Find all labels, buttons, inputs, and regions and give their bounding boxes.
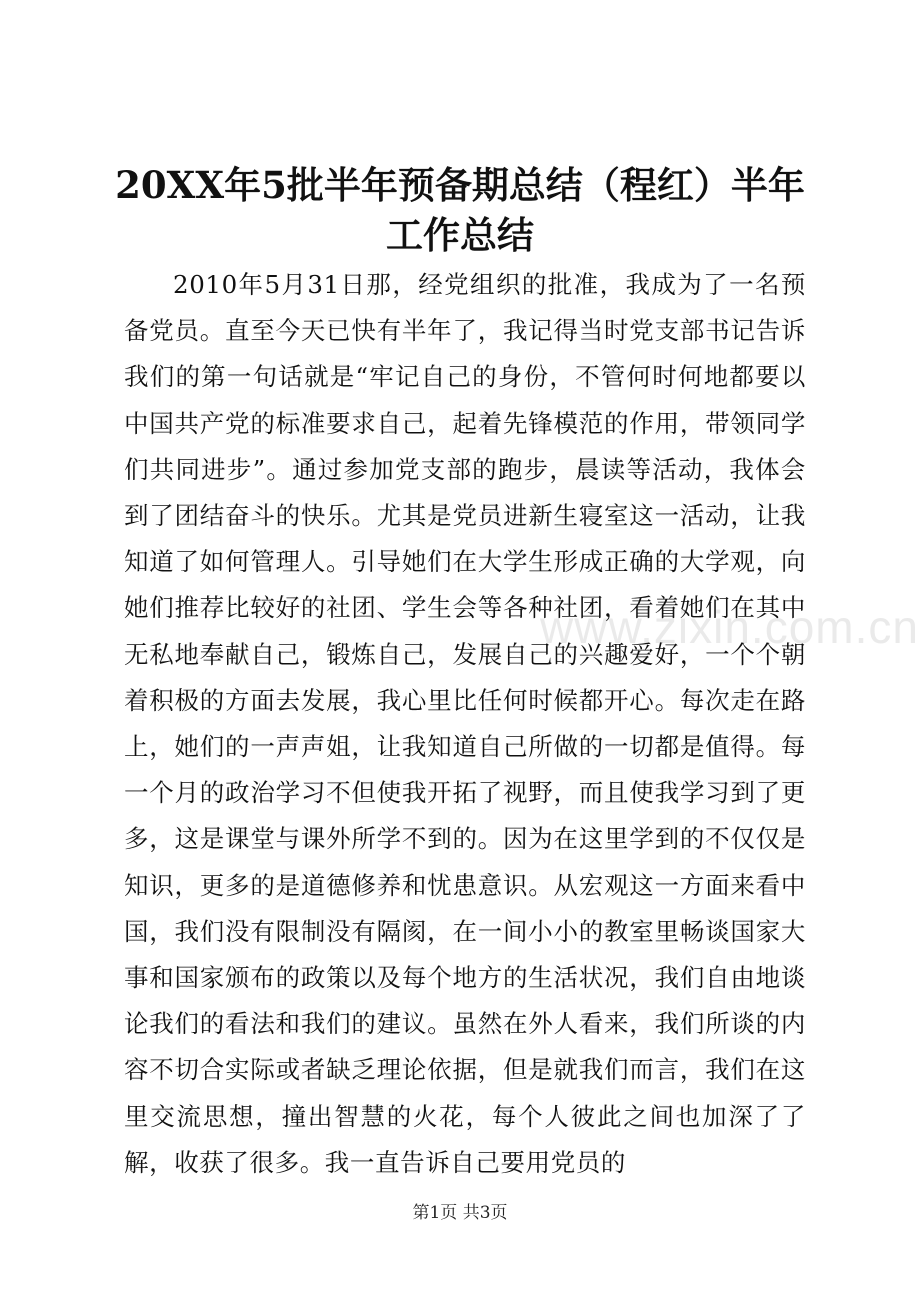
page-footer: 第1页 共3页 [412, 1203, 508, 1223]
watermark: www.zixin.com.cn [540, 601, 919, 653]
body-paragraph: 2010年5月31日那，经党组织的批准，我成为了一名预备党员。直至今天已快有半年了，我记得当时党支部书记告诉我们的第一句话就是“牢记自己的身份，不管何时何地都要以中国共产党的标准要求自己，起着先锋模范的作用，带领同学们共同进步”。通过参加党支部的跑步，晨读等活动，我体会到了团结奋斗的快乐。尤其是党员进新生寝室这一活动，让我知道了如何管理人。引导她们在大学生形成正确的大学观，向她们推荐比较好的社团、学生会等各种社团，看着她们在其中无私地奉献自己，锻炼自己，发展自己的兴趣爱好，一个个朝着积极的方面去发展，我心里比任何时候都开心。每次走在路上，她们的一声声姐，让我知道自己所做的一切都是值得。每一个月的政治学习不但使我开拓了视野，而且使我学习到了更多，这是课堂与课外所学不到的。因为在这里学到的不仅仅是知识，更多的是道德修养和忧患意识。从宏观这一方面来看中国，我们没有限制没有隔阂，在一间小小的教室里畅谈国家大事和国家颁布的政策以及每个地方的生活状况，我们自由地谈论我们的看法和我们的建议。虽然在外人看来，我们所谈的内容不切合实际或者缺乏理论依据，但是就我们而言，我们在这里交流思想，撞出智慧的火花，每个人彼此之间也加深了了解，收获了很多。我一直告诉自己要用党员的 [124, 270, 806, 1177]
document-title: 20XX年5批半年预备期总结（程红）半年工作总结 [115, 163, 805, 257]
